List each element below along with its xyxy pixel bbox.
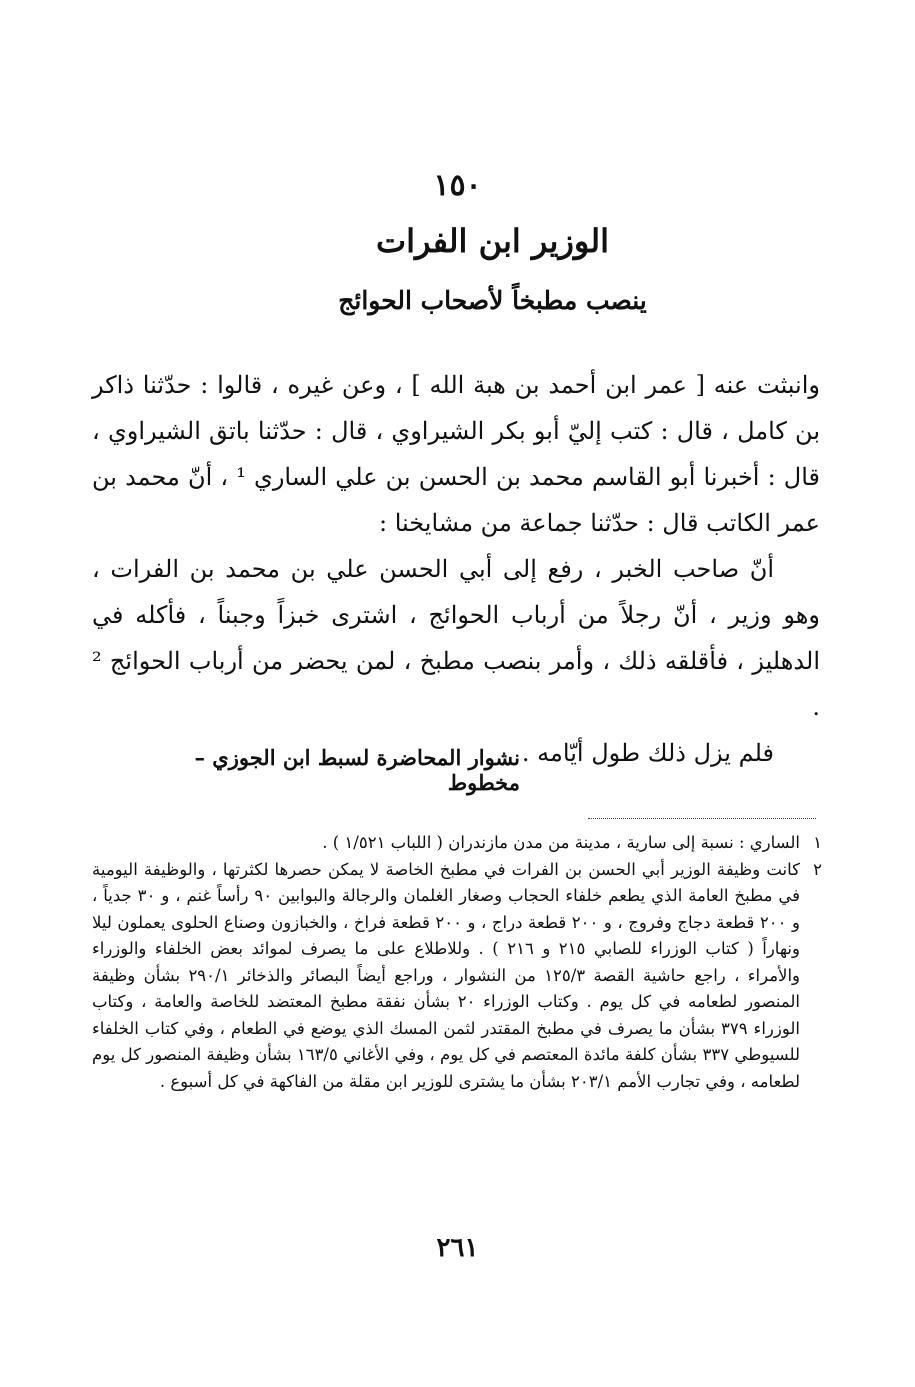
footnote-text: كانت وظيفة الوزير أبي الحسن بن الفرات في مطبخ الخاصة لا يمكن حصرها لكثرتها ، والوظيفة اليومية في مطبخ العامة الذي يطعم خلفاء الحجاب وصغار الغلمان والرجالة والبوابين ٩٠ رأساً غنم ، و ٣٠ جدياً ، و ٢٠٠ قطعة دجاج وفروج ، و ٢٠٠ قطعة دراج ، و ٢٠٠ قطعة فراخ ، والخبازون وصناع الحلوى يعملون ليلا ونهاراً ( كتاب الوزراء للصابي ٢١٥ و ٢١٦ ) . وللاطلاع على ما يصرف لموائد بعض الخلفاء والوزراء والأمراء ، راجع حاشية القصة ١٢٥/٣ من النشوار ، وراجع أيضاً البصائر والذخائر ٢٩٠/١ بشأن وظيفة المنصور لطعامه في كل يوم . وكتاب الوزراء ٢٠ بشأن نفقة مطبخ المعتضد للخاصة والعامة ، وكتاب الوزراء ٣٧٩ بشأن ما يصرف في مطبخ المقتدر لثمن المسك الذي يوضع في الطعام ، وفي كتاب الخلفاء للسيوطي ٣٣٧ بشأن كلفة مائدة المعتصم في كل يوم ، وفي الأغاني ١٦٣/٥ بشأن وظيفة المنصور كل يوم لطعامه ، وفي تجارب الأمم ٢٠٣/١ بشأن ما يشترى للوزير ابن مقلة من الفاكهة في كل أسبوع .: [92, 859, 801, 1091]
source-citation: نشوار المحاضرة لسبط ابن الجوزي – مخطوط: [194, 745, 520, 795]
body-paragraph: أنّ صاحب الخبر ، رفع إلى أبي الحسن علي بن محمد بن الفرات ، وهو وزير ، أنّ رجلاً من أرباب الحوائج ، اشترى خبزاً وجبناً ، فأكله في الدهليز ، فأقلقه ذلك ، وأمر بنصب مطبخ ، لمن يحضر من أرباب الحوائج ² .: [92, 555, 821, 721]
footnote-number: ١: [813, 833, 822, 852]
body-paragraph: فلم يزل ذلك طول أيّامه .: [521, 739, 774, 767]
section-number: ١٥٠: [433, 168, 482, 203]
story-title: الوزير ابن الفرات: [375, 222, 610, 260]
body-paragraph: وانبثت عنه [ عمر ابن أحمد بن هبة الله ] ، وعن غيره ، قالوا : حدّثنا ذاكر بن كامل ، قال : كتب إليّ أبو بكر الشيراوي ، قال : حدّثنا باتق الشيراوي ، قال : أخبرنا أبو القاسم محمد بن الحسن بن علي الساري ¹ ، أنّ محمد بن عمر الكاتب قال : حدّثنا جماعة من مشايخنا :: [92, 371, 821, 537]
footnotes: [92, 830, 822, 1095]
footnote-text: الساري : نسبة إلى سارية ، مدينة من مدن مازندران ( اللباب ١/٥٢١ ) .: [322, 833, 800, 852]
footnote-divider: [588, 818, 816, 819]
footnote: [92, 857, 822, 1096]
page-number: ٢٦١: [436, 1233, 479, 1263]
story-subtitle: ينصب مطبخاً لأصحاب الحوائج: [338, 286, 647, 315]
footnote-number: ٢: [813, 859, 822, 879]
footnote: [92, 830, 822, 857]
story-body: [92, 362, 820, 776]
